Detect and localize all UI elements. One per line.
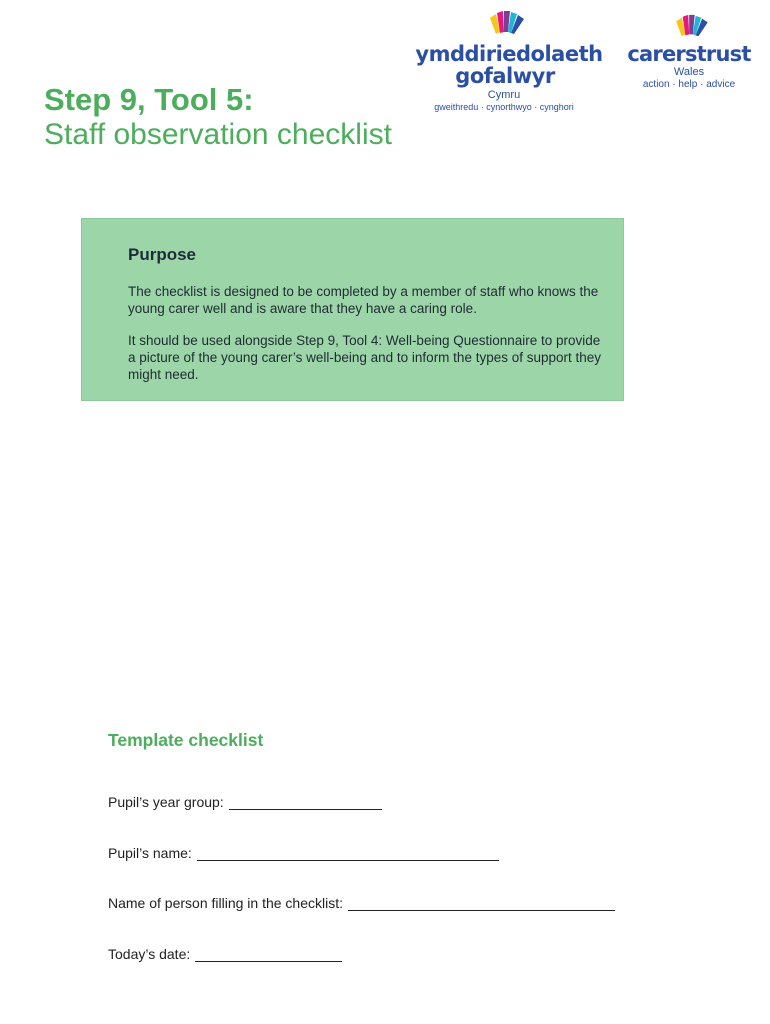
field-label: Name of person filling in the checklist: (108, 895, 343, 911)
fill-in-line[interactable] (197, 846, 499, 861)
fill-in-line[interactable] (229, 795, 382, 810)
date-field[interactable] (108, 946, 342, 962)
purpose-paragraph: It should be used alongside Step 9, Tool 4: Well-being Questionnaire to provide a picture of the young carer’s well-being and to inform the types of support they might need. (128, 333, 602, 382)
page-title: Step 9, Tool 5: (44, 82, 254, 117)
year-group-field[interactable] (108, 794, 382, 810)
logo-region: Wales (673, 66, 705, 78)
purpose-paragraph: The checklist is designed to be completed by a member of staff who knows the young carer well and is aware that they have a caring role. (128, 284, 599, 316)
field-label: Today’s date: (108, 946, 191, 962)
fill-in-line[interactable] (348, 896, 615, 911)
carers-trust-logo (622, 10, 756, 90)
page-subtitle: Staff observation checklist (44, 118, 392, 151)
person-name-field[interactable] (108, 895, 615, 911)
pupil-name-field[interactable] (108, 845, 499, 861)
logo-line-3: Cymru (487, 89, 521, 101)
logo-line-2: gofalwyr (455, 64, 555, 88)
logo-name: carerstrust (627, 42, 751, 66)
field-label: Pupil’s year group: (108, 794, 224, 810)
ribbon-mark-icon (670, 14, 712, 40)
ymddiriedolaeth-gofalwyr-logo (414, 10, 604, 110)
field-label: Pupil’s name: (108, 845, 192, 861)
logo-tagline: gweithredu · cynorthwyo · cynghori (434, 102, 574, 112)
fill-in-line[interactable] (195, 947, 342, 962)
template-heading: Template checklist (108, 730, 264, 750)
purpose-heading: Purpose (128, 245, 197, 264)
logo-line-1: ymddiriedolaeth (415, 42, 603, 66)
logo-tagline: action · help · advice (642, 79, 736, 90)
purpose-panel (81, 218, 624, 401)
ribbon-mark-icon (484, 10, 528, 38)
